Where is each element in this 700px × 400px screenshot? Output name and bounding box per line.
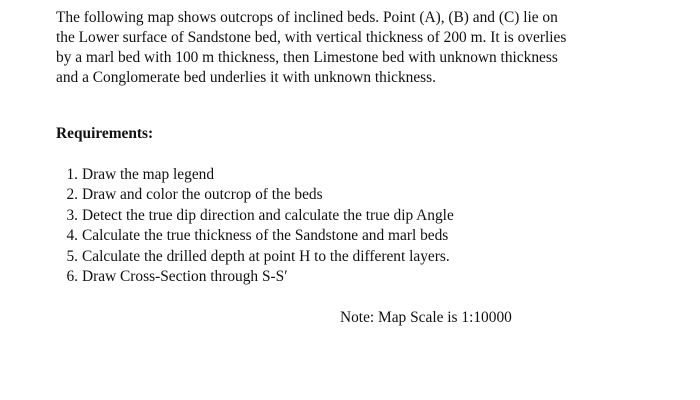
requirement-item bbox=[56, 247, 454, 267]
requirement-item bbox=[56, 206, 454, 226]
requirement-text: Calculate the true thickness of the Sandstone and marl beds bbox=[82, 227, 449, 245]
requirement-item bbox=[56, 165, 454, 185]
requirement-number: 1. bbox=[66, 166, 78, 183]
statement-line: The following map shows outcrops of inclined beds. Point (A), (B) and (C) lie on bbox=[56, 9, 558, 26]
statement-line: the Lower surface of Sandstone bed, with vertical thickness of 200 m. It is overlies bbox=[56, 29, 567, 46]
requirement-text: Draw and color the outcrop of the beds bbox=[82, 186, 323, 204]
requirements-list bbox=[56, 165, 454, 287]
requirement-number: 3. bbox=[66, 206, 78, 224]
requirement-text: Draw Cross-Section through S-S′ bbox=[82, 267, 288, 285]
requirement-text: Detect the true dip direction and calculate the true dip Angle bbox=[82, 206, 454, 224]
problem-statement bbox=[56, 8, 656, 88]
statement-line: and a Conglomerate bed underlies it with unknown thickness. bbox=[56, 69, 436, 86]
map-scale-note: Note: Map Scale is 1:10000 bbox=[340, 309, 512, 326]
requirement-item bbox=[56, 226, 454, 246]
requirements-heading: Requirements: bbox=[56, 125, 154, 142]
requirement-number: 5. bbox=[66, 247, 78, 265]
requirement-text: Draw the map legend bbox=[82, 166, 215, 183]
requirement-item bbox=[56, 185, 454, 205]
statement-line: by a marl bed with 100 m thickness, then Limestone bed with unknown thickness bbox=[56, 49, 558, 66]
requirement-number: 4. bbox=[66, 227, 78, 245]
requirement-item bbox=[56, 267, 454, 287]
requirement-text: Calculate the drilled depth at point H to the different layers. bbox=[82, 247, 450, 265]
requirement-number: 2. bbox=[66, 186, 78, 204]
requirement-number: 6. bbox=[66, 267, 78, 285]
